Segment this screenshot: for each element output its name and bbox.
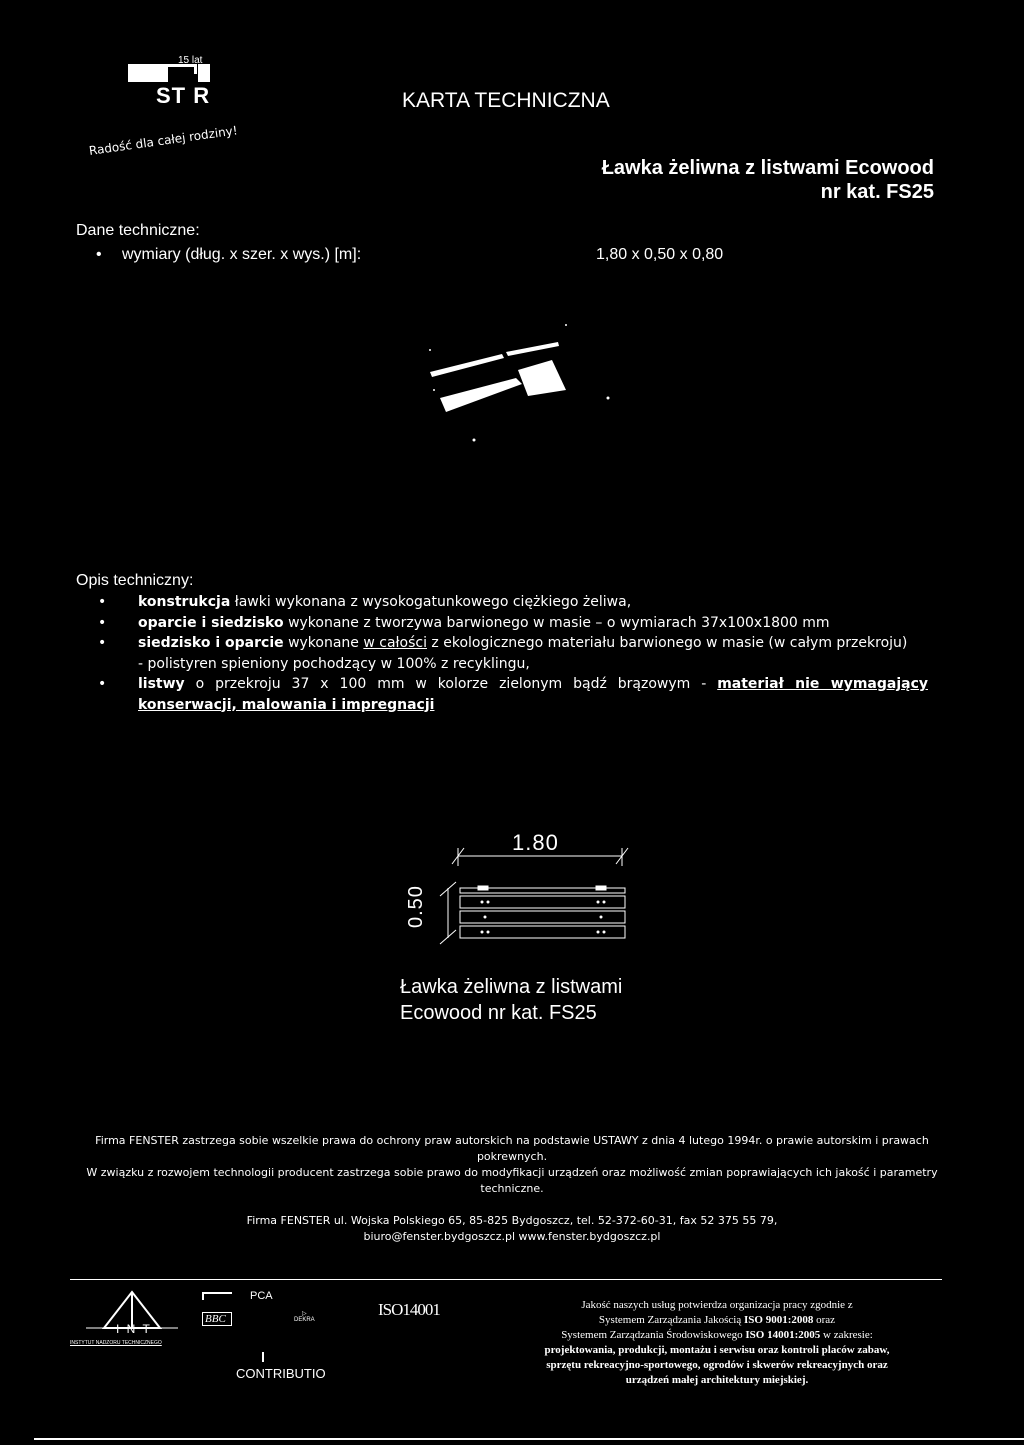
- document-title: KARTA TECHNICZNA: [402, 89, 610, 112]
- int-label: I N T: [116, 1322, 152, 1336]
- dekra-label: DEKRA: [294, 1317, 315, 1323]
- logo-text: ST R: [156, 83, 211, 108]
- product-catalog-number: nr kat. FS25: [820, 181, 934, 203]
- width-label: 0.50: [405, 885, 427, 928]
- quality-line: Jakość naszych usług potwierdza organizacja pracy zgodnie z: [581, 1299, 853, 1311]
- dimensions-label: wymiary (dług. x szer. x wys.) [m]:: [122, 246, 362, 263]
- quality-line: Systemem Zarządzania Jakością ISO 9001:2008 oraz: [598, 1314, 836, 1326]
- item-underline: w całości: [363, 635, 427, 651]
- item-text: z ekologicznego materiału barwionego w masie (w całym przekroju): [426, 635, 908, 651]
- dekra-logo: [294, 1310, 315, 1323]
- caption-line: Ławka żeliwna z listwami: [400, 976, 623, 998]
- contributio-mark: [262, 1352, 264, 1362]
- description-tail: konserwacji, malowania i impregnacji: [138, 696, 435, 713]
- modification-notice: W związku z rozwojem technologii producent zastrzega sobie prawo do modyfikacji urządzeń oraz możliwość zmian poprawiających ich jakość i parametry techniczne.: [86, 1166, 938, 1195]
- item-text: ławki wykonana z wysokogatunkowego ciężkiego żeliwa,: [230, 594, 632, 610]
- description-heading: Opis techniczny:: [76, 572, 194, 589]
- item-emphasis: materiał nie wymagający: [717, 676, 928, 692]
- tech-data-row: [96, 246, 736, 264]
- int-certificate-logo: [70, 1290, 182, 1350]
- bullet: •: [96, 246, 102, 263]
- bbc-label: BBC: [202, 1312, 232, 1326]
- item-text: wykonane: [283, 635, 364, 651]
- item-text: o przekroju 37 x 100 mm w kolorze zielonym bądź brązowym -: [184, 676, 718, 692]
- company-email-web: biuro@fenster.bydgoszcz.pl www.fenster.bydgoszcz.pl: [363, 1230, 661, 1243]
- company-address: Firma FENSTER ul. Wojska Polskiego 65, 85-825 Bydgoszcz, tel. 52-372-60-31, fax 52 375 55 79,: [246, 1214, 778, 1227]
- company-logo: [128, 56, 238, 112]
- description-continuation: - polistyren spieniony pochodzący w 100% z recyklingu,: [138, 655, 530, 672]
- logo-years: 15 lat: [178, 55, 203, 66]
- quality-statement: [508, 1298, 926, 1388]
- iso-14001-logo: ISO14001: [378, 1300, 440, 1319]
- product-name: Ławka żeliwna z listwami Ecowood: [601, 157, 934, 179]
- product-title: [602, 156, 934, 204]
- bench-slat: [460, 926, 625, 938]
- dekra-icon: ▷: [302, 1311, 307, 1317]
- bbc-logo: [202, 1292, 232, 1332]
- quality-line: Systemem Zarządzania Środowiskowego ISO 14001:2005 w zakresie:: [561, 1329, 873, 1341]
- description-item: [98, 674, 928, 695]
- description-list: [98, 592, 928, 715]
- description-item: [98, 633, 928, 654]
- quality-line: projektowania, produkcji, montażu i serwisu oraz kontroli placów zabaw,: [544, 1344, 890, 1356]
- dimensions-value: 1,80 x 0,50 x 0,80: [596, 246, 724, 263]
- bottom-border: [34, 1438, 1024, 1440]
- slogan: Radość dla całej rodziny!: [88, 123, 239, 158]
- tech-data-heading: Dane techniczne:: [76, 222, 200, 239]
- drawing-caption: [400, 974, 622, 1026]
- item-bold: listwy: [138, 676, 185, 692]
- quality-line: urządzeń małej architektury miejskiej.: [625, 1374, 809, 1386]
- quality-line: sprzętu rekreacyjno-sportowego, ogrodów i skwerów rekreacyjnych oraz: [546, 1359, 888, 1371]
- int-caption: INSTYTUT NADZORU TECHNICZNEGO: [70, 1340, 162, 1346]
- description-item: [98, 613, 928, 634]
- pca-logo: PCA: [250, 1290, 273, 1302]
- contact-info: [84, 1213, 940, 1245]
- item-text: wykonane z tworzywa barwionego w masie – o wymiarach 37x100x1800 mm: [283, 614, 830, 631]
- description-item: [98, 592, 928, 613]
- item-bold: oparcie i siedzisko: [138, 614, 284, 631]
- item-bold: konstrukcja: [138, 594, 231, 610]
- bench-photo: [420, 320, 620, 450]
- contributio-label: CONTRIBUTIO: [236, 1366, 326, 1381]
- footer-divider: [70, 1279, 942, 1280]
- length-label: 1.80: [512, 830, 559, 855]
- copyright-notice: Firma FENSTER zastrzega sobie wszelkie prawa do ochrony praw autorskich na podstawie USTAWY z dnia 4 lutego 1994r. o prawie autorskim i prawach pokrewnych.: [95, 1134, 929, 1163]
- item-bold: siedzisko i oparcie: [138, 635, 284, 651]
- legal-notice: [84, 1133, 940, 1197]
- caption-line: Ecowood nr kat. FS25: [400, 1002, 597, 1024]
- bench-slat: [460, 896, 625, 908]
